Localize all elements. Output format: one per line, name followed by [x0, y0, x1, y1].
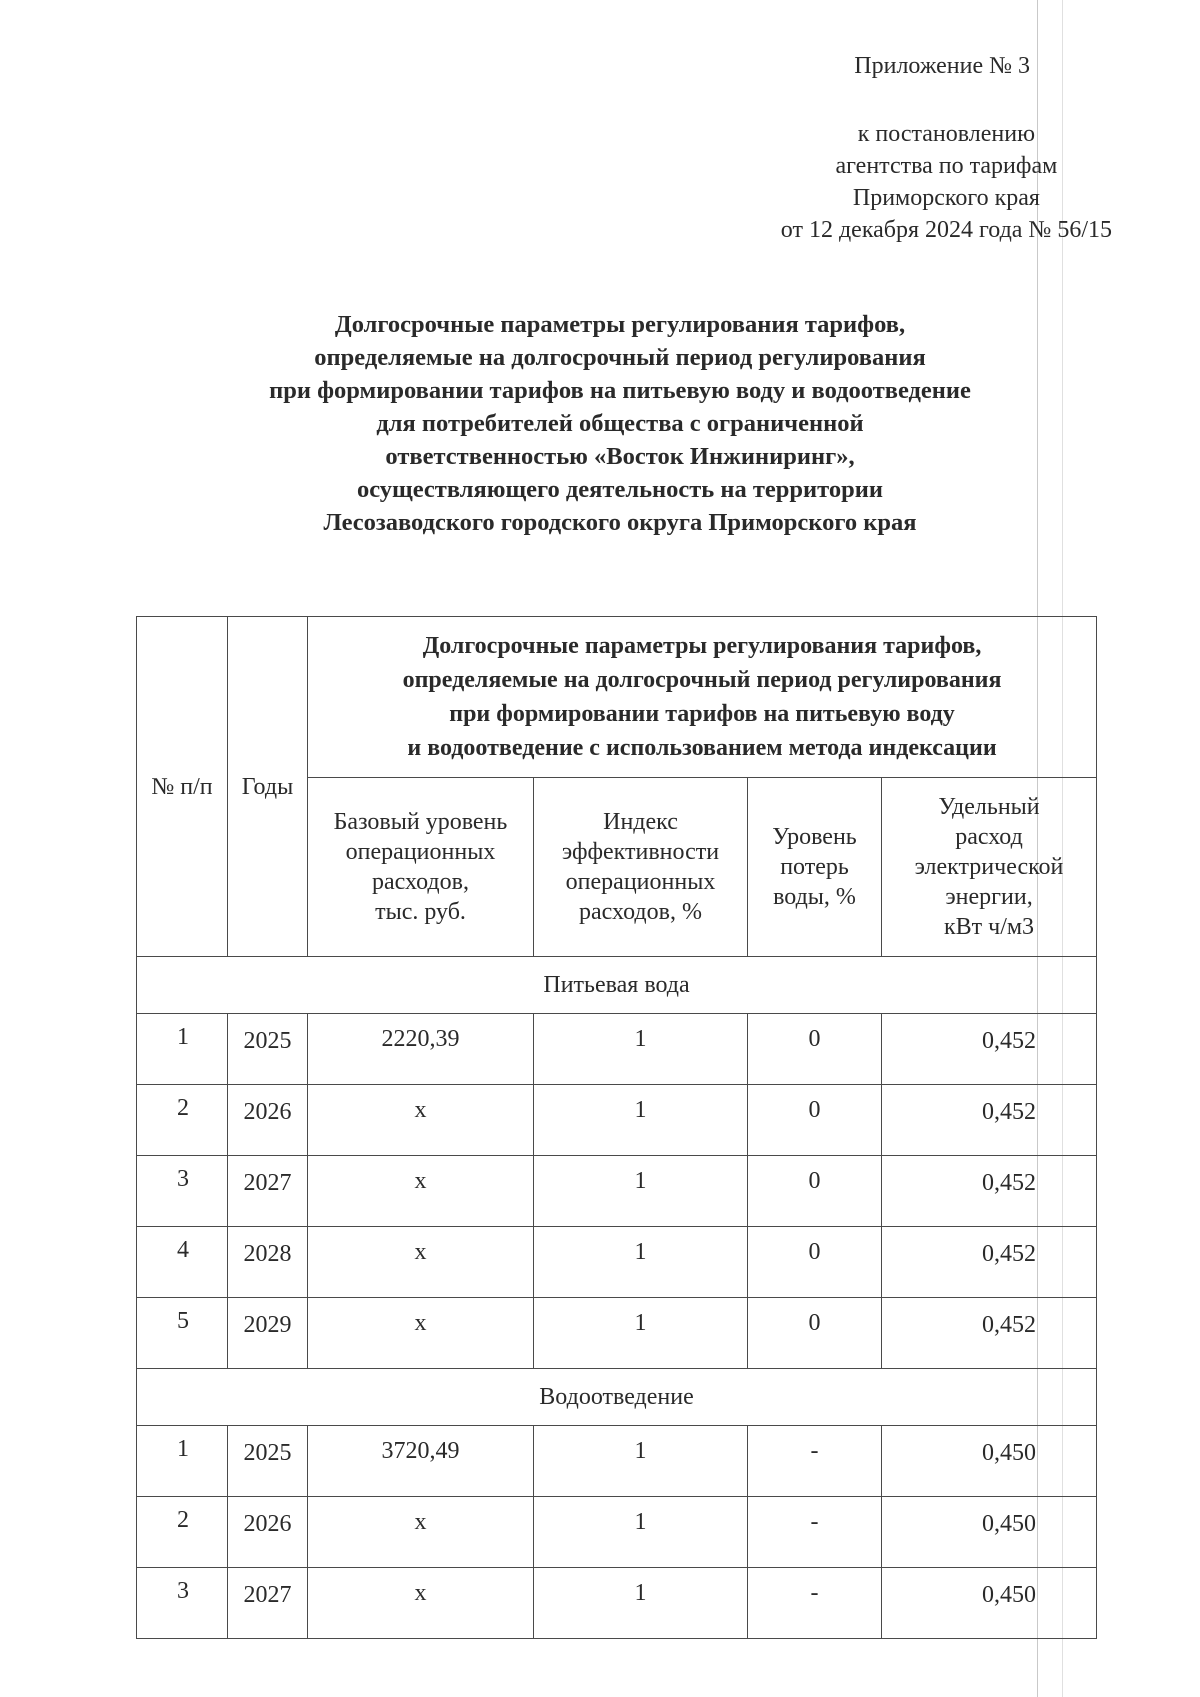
- row-year: 2028: [228, 1227, 308, 1298]
- row-energy: 0,452: [882, 1156, 1097, 1227]
- header-line: Индекс: [603, 809, 678, 835]
- appendix-line-2: агентства по тарифам: [835, 153, 1058, 179]
- row-number: 1: [137, 1426, 228, 1497]
- row-efficiency-index: 1: [534, 1014, 748, 1085]
- appendix-number: [854, 52, 1030, 80]
- header-line: операционных: [345, 839, 496, 865]
- row-efficiency-index: 1: [534, 1426, 748, 1497]
- row-number: 5: [137, 1298, 228, 1369]
- row-efficiency-index: 1: [534, 1156, 748, 1227]
- row-energy: 0,452: [882, 1085, 1097, 1156]
- header-water-loss: [748, 778, 882, 957]
- row-energy: 0,450: [882, 1497, 1097, 1568]
- row-efficiency-index: 1: [534, 1497, 748, 1568]
- row-year: 2026: [228, 1497, 308, 1568]
- row-water-loss: -: [748, 1497, 882, 1568]
- row-efficiency-index: 1: [534, 1568, 748, 1639]
- row-number: 3: [137, 1156, 228, 1227]
- row-water-loss: -: [748, 1426, 882, 1497]
- table-row: [137, 1156, 1097, 1227]
- row-year: 2029: [228, 1298, 308, 1369]
- table-row: [137, 1014, 1097, 1085]
- row-base-opex: x: [308, 1298, 534, 1369]
- header-energy-consumption: [882, 778, 1097, 957]
- row-base-opex: x: [308, 1568, 534, 1639]
- header-line: электрической: [914, 854, 1064, 880]
- row-energy: 0,452: [882, 1298, 1097, 1369]
- header-efficiency-index: [534, 778, 748, 957]
- table-row: [137, 1085, 1097, 1156]
- header-main-line: Долгосрочные параметры регулирования тарифов,: [422, 633, 982, 659]
- row-water-loss: 0: [748, 1156, 882, 1227]
- title-line: ответственностью «Восток Инжиниринг»,: [385, 443, 855, 470]
- row-efficiency-index: 1: [534, 1085, 748, 1156]
- appendix-line-3: Приморского края: [852, 185, 1040, 211]
- header-year: Годы: [228, 617, 308, 957]
- title-line: осуществляющего деятельность на территории: [357, 476, 883, 503]
- header-main: [308, 617, 1097, 778]
- title-line: Долгосрочные параметры регулирования тарифов,: [334, 311, 906, 338]
- row-year: 2027: [228, 1156, 308, 1227]
- header-line: Базовый уровень: [333, 809, 508, 835]
- row-base-opex: x: [308, 1227, 534, 1298]
- row-energy: 0,450: [882, 1426, 1097, 1497]
- appendix-line-1: к постановлению: [857, 121, 1036, 147]
- row-efficiency-index: 1: [534, 1298, 748, 1369]
- header-line: потерь: [780, 854, 849, 880]
- title-line: определяемые на долгосрочный период регулирования: [314, 344, 926, 371]
- row-water-loss: 0: [748, 1085, 882, 1156]
- header-line: тыс. руб.: [375, 899, 466, 925]
- row-water-loss: 0: [748, 1014, 882, 1085]
- row-energy: 0,452: [882, 1227, 1097, 1298]
- header-line: Удельный: [938, 794, 1040, 820]
- row-energy: 0,452: [882, 1014, 1097, 1085]
- header-number: № п/п: [137, 617, 228, 957]
- row-base-opex: 3720,49: [308, 1426, 534, 1497]
- row-base-opex: x: [308, 1156, 534, 1227]
- row-number: 2: [137, 1085, 228, 1156]
- header-line: Уровень: [772, 824, 857, 850]
- header-line: воды, %: [773, 884, 856, 910]
- row-water-loss: -: [748, 1568, 882, 1639]
- appendix-number-text: Приложение № 3: [854, 53, 1030, 79]
- table-row: [137, 1497, 1097, 1568]
- title-line: при формировании тарифов на питьевую воду и водоотведение: [269, 377, 971, 404]
- section-title: Питьевая вода: [137, 957, 1097, 1014]
- row-number: 2: [137, 1497, 228, 1568]
- table-row: [137, 1298, 1097, 1369]
- header-base-opex: [308, 778, 534, 957]
- parameters-table: [136, 616, 1097, 1639]
- header-line: расход: [955, 824, 1023, 850]
- row-water-loss: 0: [748, 1298, 882, 1369]
- header-main-line: при формировании тарифов на питьевую воду: [449, 701, 955, 727]
- document-title: [180, 308, 1060, 539]
- row-base-opex: x: [308, 1497, 534, 1568]
- table-body: [137, 957, 1097, 1639]
- row-efficiency-index: 1: [534, 1227, 748, 1298]
- row-year: 2027: [228, 1568, 308, 1639]
- row-number: 1: [137, 1014, 228, 1085]
- header-line: расходов, %: [579, 899, 702, 925]
- table-row: [137, 1426, 1097, 1497]
- appendix-line-4: от 12 декабря 2024 года № 56/15: [780, 217, 1112, 243]
- header-main-line: определяемые на долгосрочный период регулирования: [402, 667, 1002, 693]
- header-line: эффективности: [561, 839, 720, 865]
- row-year: 2025: [228, 1426, 308, 1497]
- title-line: для потребителей общества с ограниченной: [376, 410, 864, 437]
- table-row: [137, 1568, 1097, 1639]
- header-line: кВт ч/м3: [943, 914, 1035, 940]
- row-number: 3: [137, 1568, 228, 1639]
- table-row: [137, 1227, 1097, 1298]
- row-base-opex: 2220,39: [308, 1014, 534, 1085]
- row-energy: 0,450: [882, 1568, 1097, 1639]
- header-line: операционных: [565, 869, 716, 895]
- row-number: 4: [137, 1227, 228, 1298]
- title-line: Лесозаводского городского округа Приморского края: [323, 509, 917, 536]
- header-main-line: и водоотведение с использованием метода индексации: [407, 735, 997, 761]
- header-line: расходов,: [372, 869, 469, 895]
- row-base-opex: x: [308, 1085, 534, 1156]
- header-line: энергии,: [945, 884, 1033, 910]
- section-title: Водоотведение: [137, 1369, 1097, 1426]
- row-year: 2025: [228, 1014, 308, 1085]
- appendix-reference: [781, 118, 1112, 246]
- row-year: 2026: [228, 1085, 308, 1156]
- row-water-loss: 0: [748, 1227, 882, 1298]
